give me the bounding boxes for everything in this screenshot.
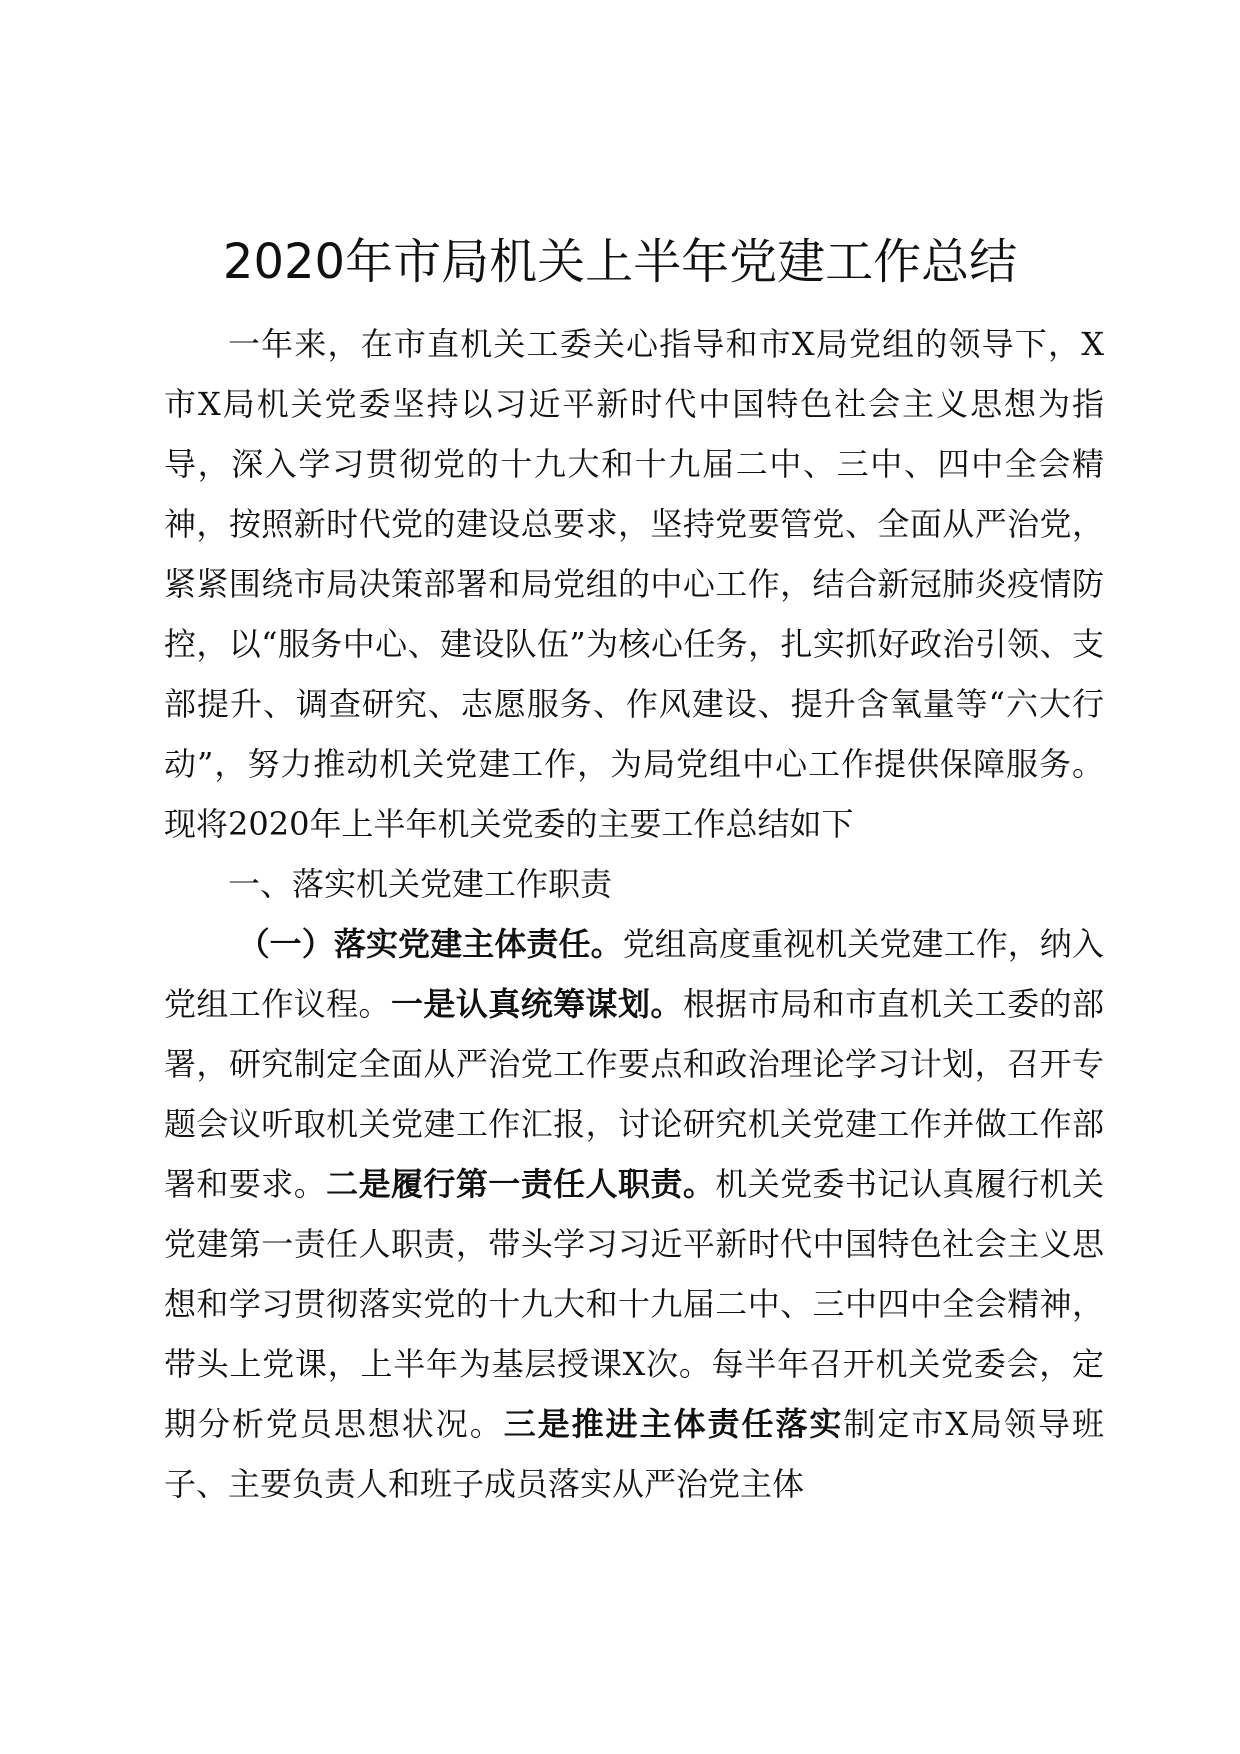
paragraph-text: 党组高度重视机关党建工作，纳入党组工作议程。 bbox=[164, 925, 1104, 1023]
point-two-heading: 二是履行第一责任人职责。 bbox=[326, 1165, 716, 1203]
paragraph-text: 根据市局和市直机关工委的部署，研究制定全面从严治党工作要点和政治理论学习计划，召开专题会议听取机关党建工作汇报，讨论研究机关党建工作并做工作部署和要求。 bbox=[164, 985, 1104, 1203]
paragraph-text: 机关党委书记认真履行机关党建第一责任人职责，带头学习习近平新时代中国特色社会主义思想和学习贯彻落实党的十九大和十九届二中、三中四中全会精神，带头上党课，上半年为基层授课X次。每半年召开机关党委会，定期分析党员思想状况。 bbox=[164, 1165, 1104, 1443]
section-heading: 一、落实机关党建工作职责 bbox=[228, 865, 613, 903]
point-one-heading: 一是认真统筹谋划。 bbox=[391, 985, 683, 1023]
intro-paragraph: 一年来，在市直机关工委关心指导和市X局党组的领导下，X市X局机关党委坚持以习近平新时代中国特色社会主义思想为指导，深入学习贯彻党的十九大和十九届二中、三中、四中全会精神，按照新时代党的建设总要求，坚持党要管党、全面从严治党，紧紧围绕市局决策部署和局党组的中心工作，结合新冠肺炎疫情防控，以“服务中心、建设队伍”为核心任务，扎实抓好政治引领、支部提升、调查研究、志愿服务、作风建设、提升含氧量等“六大行动”，努力推动机关党建工作，为局党组中心工作提供保障服务。现将2020年上半年机关党委的主要工作总结如下 bbox=[164, 325, 1104, 843]
document-body bbox=[164, 314, 1104, 1514]
subsection-lead: （一）落实党建主体责任。 bbox=[237, 925, 623, 963]
document-title: 2020年市局机关上半年党建工作总结 bbox=[222, 234, 1018, 290]
paragraph-text: 制定市X局领导班子、主要负责人和班子成员落实从严治党主体 bbox=[164, 1405, 1104, 1503]
point-three-heading: 三是推进主体责任落实 bbox=[503, 1405, 844, 1443]
subsection-paragraph bbox=[164, 914, 1104, 1514]
